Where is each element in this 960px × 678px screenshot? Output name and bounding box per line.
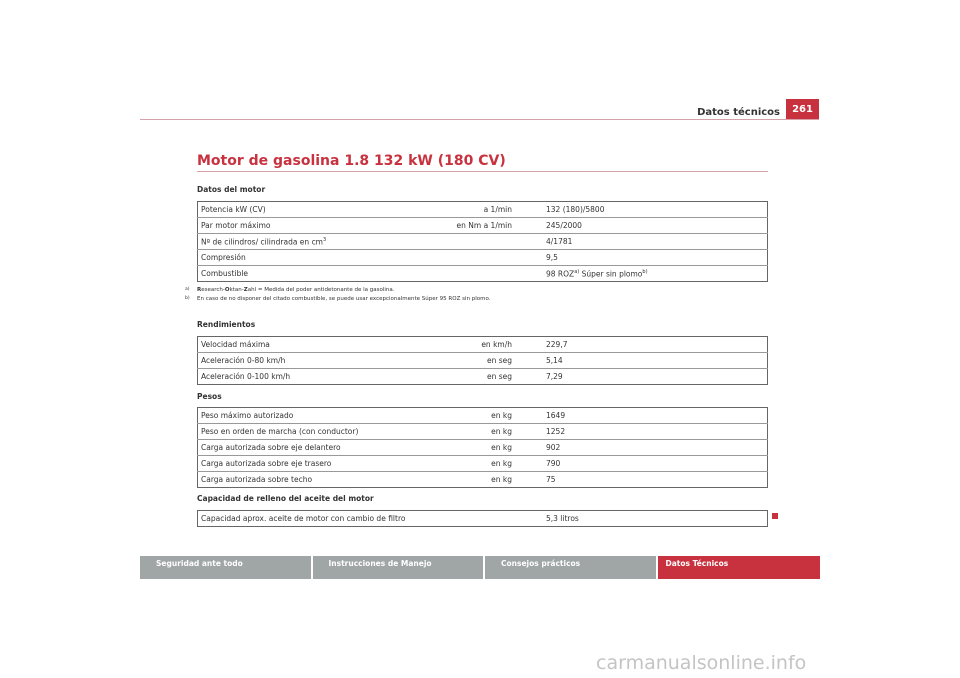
row-value: 245/2000 <box>516 218 768 234</box>
capacidad-table <box>197 510 768 527</box>
row-value: 5,14 <box>516 353 768 369</box>
table-row <box>198 511 768 527</box>
row-value: 1252 <box>516 424 768 440</box>
nav-tab-consejos[interactable]: Consejos prácticos <box>485 556 656 579</box>
row-value: 132 (180)/5800 <box>546 205 605 214</box>
fuel-value: 98 ROZ <box>546 269 575 279</box>
row-label <box>198 234 435 250</box>
row-label: Compresión <box>198 250 435 266</box>
section-end-marker <box>772 513 778 519</box>
row-label: Capacidad aprox. aceite de motor con cambio de filtro <box>201 514 406 523</box>
motor-table <box>197 201 768 282</box>
row-unit: en kg <box>434 456 516 472</box>
row-label: Par motor máximo <box>198 218 435 234</box>
row-unit: en seg <box>434 369 516 385</box>
row-value: 75 <box>516 472 768 488</box>
row-label: Peso máximo autorizado <box>201 411 294 420</box>
footnote-text: ahl = Medida del poder antidetonante de la gasolina. <box>247 287 395 293</box>
footnote-b <box>185 295 491 304</box>
footnote-ref: a) <box>574 268 580 275</box>
section-heading-rendimientos: Rendimientos <box>197 320 256 329</box>
row-unit: a 1/min <box>483 205 512 214</box>
row-unit <box>434 250 516 266</box>
table-row <box>198 456 768 472</box>
footnote-a <box>185 286 490 295</box>
row-unit: en Nm a 1/min <box>434 218 516 234</box>
nav-tab-instrucciones[interactable]: Instrucciones de Manejo <box>313 556 484 579</box>
title-divider <box>197 171 768 172</box>
row-unit <box>434 266 516 282</box>
row-value: 1649 <box>546 411 566 420</box>
table-row <box>198 337 768 353</box>
row-unit: en kg <box>434 440 516 456</box>
row-unit: en km/h <box>481 340 512 349</box>
row-label: Potencia kW (CV) <box>201 205 266 214</box>
row-label: Carga autorizada sobre eje delantero <box>198 440 435 456</box>
footnote-bold: R <box>197 287 202 293</box>
row-value: 790 <box>516 456 768 472</box>
row-unit: en kg <box>434 424 516 440</box>
table-row <box>198 250 768 266</box>
pesos-table <box>197 407 768 488</box>
footnote-bold: O <box>224 287 230 293</box>
row-value <box>516 266 768 282</box>
header-section-title: Datos técnicos <box>697 107 780 118</box>
table-row <box>198 408 768 424</box>
section-heading-pesos: Pesos <box>197 392 222 401</box>
section-heading-capacidad: Capacidad de relleno del aceite del motor <box>197 494 374 503</box>
row-value: 229,7 <box>546 340 568 349</box>
footnote-marker: b) <box>185 295 190 301</box>
table-row <box>198 202 768 218</box>
row-label: Aceleración 0-100 km/h <box>198 369 435 385</box>
footnote-ref: b) <box>642 268 648 275</box>
header-divider <box>140 119 819 120</box>
fuel-value-rest: Súper sin plomo <box>579 269 643 279</box>
nav-tab-seguridad[interactable]: Seguridad ante todo <box>140 556 311 579</box>
footnotes <box>185 286 491 303</box>
footnote-text: ktan- <box>229 287 244 293</box>
bottom-nav <box>140 556 820 579</box>
page-number-badge: 261 <box>786 99 819 119</box>
row-unit: en kg <box>434 472 516 488</box>
watermark-text: carmanualsonline.info <box>596 652 807 674</box>
nav-tab-datos-tecnicos[interactable]: Datos Técnicos <box>658 556 821 579</box>
footnote-text: esearch- <box>201 287 225 293</box>
table-row <box>198 369 768 385</box>
row-unit <box>434 511 516 527</box>
row-label: Aceleración 0-80 km/h <box>198 353 435 369</box>
row-label: Combustible <box>198 266 435 282</box>
table-row <box>198 424 768 440</box>
row-value: 902 <box>516 440 768 456</box>
row-unit <box>434 234 516 250</box>
row-unit: en seg <box>434 353 516 369</box>
row-label: Carga autorizada sobre eje trasero <box>198 456 435 472</box>
rendimientos-table <box>197 336 768 385</box>
table-row <box>198 234 768 250</box>
row-label-text: Nº de cilindros/ cilindrada en cm <box>201 237 323 247</box>
row-value: 9,5 <box>516 250 768 266</box>
row-label: Velocidad máxima <box>201 340 270 349</box>
table-row <box>198 440 768 456</box>
row-unit: en kg <box>491 411 512 420</box>
row-value: 4/1781 <box>516 234 768 250</box>
superscript: 3 <box>323 236 327 243</box>
table-row <box>198 266 768 282</box>
table-row <box>198 218 768 234</box>
row-value: 5,3 litros <box>546 514 579 523</box>
footnote-bold: Z <box>243 287 248 293</box>
row-label: Carga autorizada sobre techo <box>198 472 435 488</box>
footnote-text: En caso de no disponer del citado combustible, se puede usar excepcionalmente Súper 95 ROZ sin plomo. <box>197 295 491 302</box>
row-value: 7,29 <box>516 369 768 385</box>
table-row <box>198 472 768 488</box>
table-row <box>198 353 768 369</box>
row-label: Peso en orden de marcha (con conductor) <box>198 424 435 440</box>
page-title: Motor de gasolina 1.8 132 kW (180 CV) <box>197 153 506 169</box>
section-heading-motor: Datos del motor <box>197 185 266 194</box>
footnote-marker: a) <box>185 287 190 292</box>
